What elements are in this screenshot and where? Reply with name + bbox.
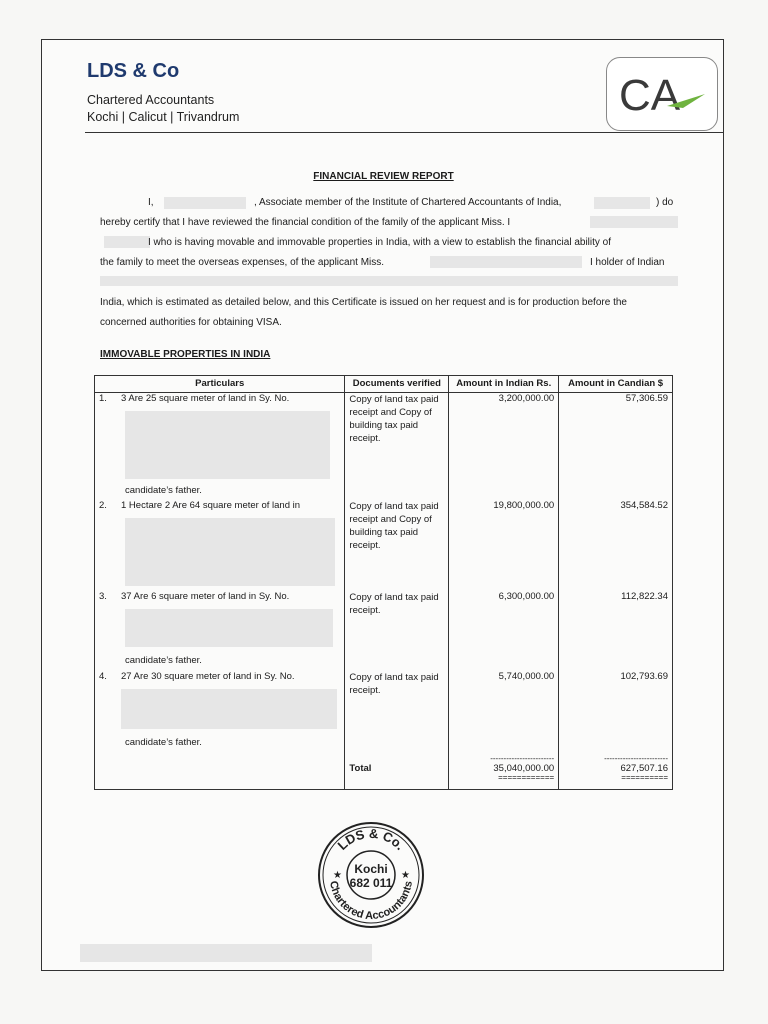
table-row: [95, 393, 673, 501]
para1-line4-a: the family to meet the overseas expenses, of the applicant Miss.: [100, 257, 385, 268]
total-inr-dash-line: ------------------------: [490, 754, 555, 763]
row-description: 37 Are 6 square meter of land in Sy. No.: [121, 591, 290, 602]
row-description: 1 Hectare 2 Are 64 square meter of land in: [121, 500, 301, 511]
row-amount-cad: 57,306.59: [559, 393, 673, 501]
para1-line4-b: I holder of Indian: [590, 257, 665, 268]
row-description-tail: candidate’s father.: [125, 737, 202, 748]
total-amount-cad: 627,507.16: [620, 763, 668, 774]
svg-text:★: ★: [333, 870, 342, 881]
col-header-documents: Documents verified: [345, 376, 449, 393]
document-page: [41, 39, 724, 971]
total-cad-dash-line: ------------------------: [604, 754, 668, 763]
row-number: 1.: [99, 393, 107, 404]
report-title: FINANCIAL REVIEW REPORT: [313, 171, 454, 182]
redacted-property-details: [121, 689, 337, 729]
redacted-applicant-2: [104, 236, 150, 248]
redacted-name: [164, 197, 246, 209]
firm-tagline: Chartered Accountants: [87, 93, 215, 107]
stamp-top-text: LDS & Co.: [334, 825, 408, 853]
firm-name: LDS & Co: [87, 60, 180, 82]
row-documents: Copy of land tax paid receipt and Copy of building tax paid receipt.: [345, 500, 449, 591]
para1-line3: I who is having movable and immovable properties in India, with a view to establish the financial ability of: [148, 237, 612, 248]
col-header-cad: Amount in Candian $: [559, 376, 673, 393]
stamp-seal-icon: [316, 820, 426, 930]
total-inr-double-line: ============: [498, 773, 555, 782]
row-amount-cad: 102,793.69: [559, 671, 673, 755]
total-amount-inr: 35,040,000.00: [493, 763, 555, 774]
properties-table: [94, 375, 673, 790]
row-amount-cad: 112,822.34: [559, 591, 673, 671]
row-documents: Copy of land tax paid receipt.: [345, 671, 449, 755]
row-number: 4.: [99, 671, 107, 682]
redacted-applicant: [590, 216, 678, 228]
redacted-property-details: [125, 609, 333, 647]
row-amount-inr: 5,740,000.00: [449, 671, 559, 755]
firm-stamp: [316, 820, 426, 930]
para1-line1-a: I,: [148, 197, 154, 208]
redacted-line: [100, 276, 678, 286]
table-row: [95, 591, 673, 671]
para1-line1-c: ) do: [656, 197, 674, 208]
table-row: [95, 500, 673, 591]
total-cad-double-line: ==========: [621, 773, 668, 782]
para2-line1: India, which is estimated as detailed below, and this Certificate is issued on her request and is for production before the: [100, 297, 627, 308]
stamp-pin: 682 011: [349, 876, 393, 890]
total-label: Total: [345, 755, 449, 790]
row-description: 27 Are 30 square meter of land in Sy. No.: [121, 671, 295, 682]
row-amount-inr: 19,800,000.00: [449, 500, 559, 591]
row-description-tail: candidate’s father.: [125, 655, 202, 666]
section-title: IMMOVABLE PROPERTIES IN INDIA: [100, 349, 271, 360]
redacted-property-details: [125, 411, 330, 479]
para1-line2: hereby certify that I have reviewed the financial condition of the family of the applicant Miss. I: [100, 217, 511, 228]
header-divider: [85, 132, 723, 133]
col-header-inr: Amount in Indian Rs.: [449, 376, 559, 393]
para1-line1-b: , Associate member of the Institute of Chartered Accountants of India,: [254, 197, 562, 208]
row-description: 3 Are 25 square meter of land in Sy. No.: [121, 393, 290, 404]
table-row: [95, 671, 673, 755]
row-description-tail: candidate’s father.: [125, 485, 202, 496]
stamp-bottom-text: Chartered Accountants: [327, 879, 415, 923]
firm-locations: Kochi | Calicut | Trivandrum: [87, 110, 240, 124]
redacted-applicant-3: [430, 256, 582, 268]
row-amount-inr: 6,300,000.00: [449, 591, 559, 671]
row-amount-inr: 3,200,000.00: [449, 393, 559, 501]
ca-logo: [606, 57, 718, 131]
row-number: 2.: [99, 500, 107, 511]
para2-line2: concerned authorities for obtaining VISA.: [100, 317, 282, 328]
col-header-particulars: Particulars: [95, 376, 345, 393]
row-amount-cad: 354,584.52: [559, 500, 673, 591]
table-total-row: [95, 755, 673, 790]
row-documents: Copy of land tax paid receipt.: [345, 591, 449, 671]
row-documents: Copy of land tax paid receipt and Copy of building tax paid receipt.: [345, 393, 449, 501]
row-number: 3.: [99, 591, 107, 602]
redacted-footer: [80, 944, 372, 962]
svg-text:★: ★: [401, 870, 410, 881]
ca-logo-icon: [607, 58, 717, 130]
redacted-property-details: [125, 518, 335, 586]
stamp-city: Kochi: [354, 862, 388, 876]
logo-text: CA: [619, 71, 681, 120]
redacted-membership-no: [594, 197, 650, 209]
